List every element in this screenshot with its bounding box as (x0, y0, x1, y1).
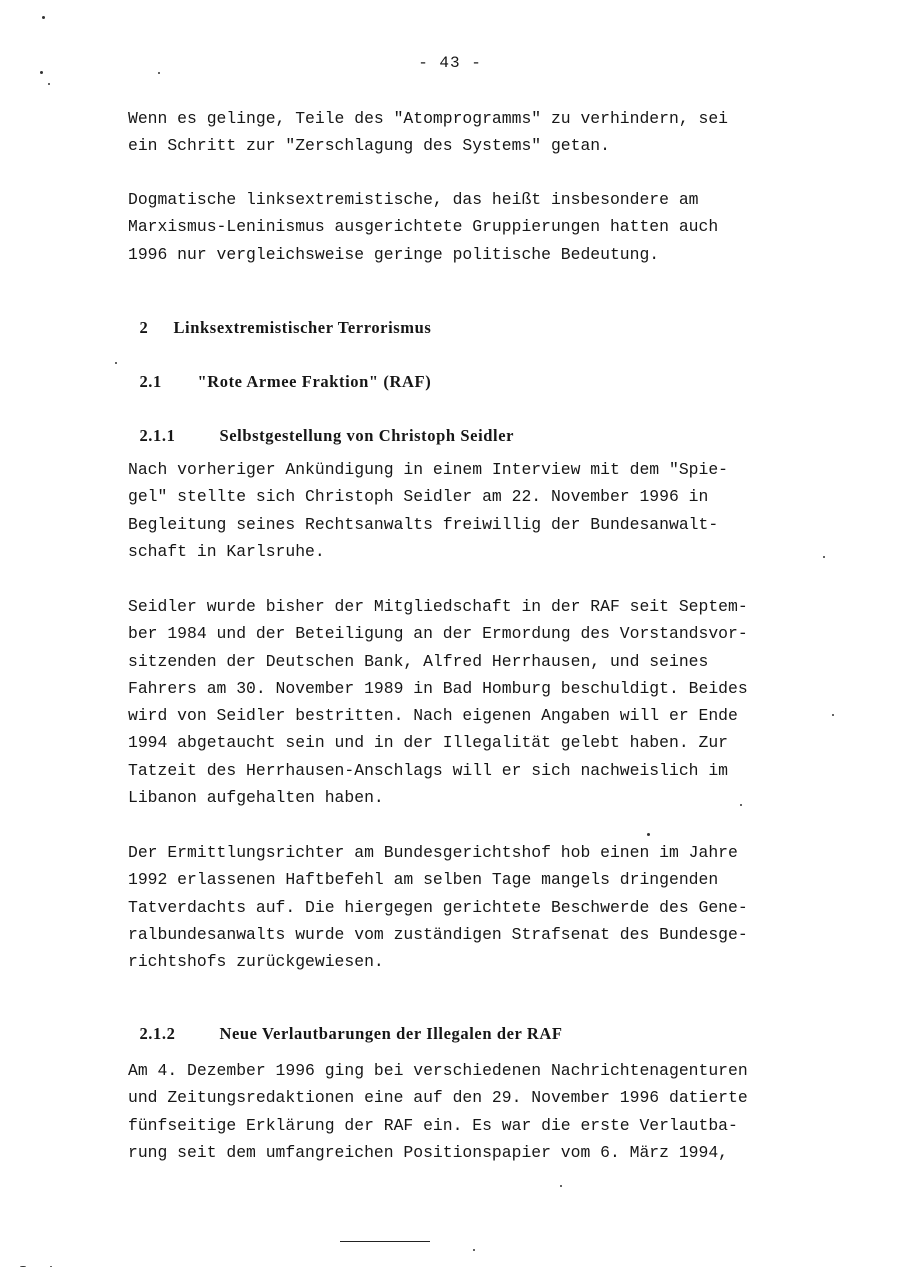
text-line: schaft in Karlsruhe. (128, 541, 325, 561)
text-line: Begleitung seines Rechtsanwalts freiwillig der Bundesanwalt- (128, 514, 719, 534)
text-line: sitzenden der Deutschen Bank, Alfred Herrhausen, und seines (128, 651, 709, 671)
scan-speck (20, 1266, 26, 1267)
scan-speck (647, 833, 650, 836)
scan-speck (823, 556, 825, 558)
text-line: gel" stellte sich Christoph Seidler am 22. November 1996 in (128, 487, 709, 507)
section-number: 2.1.2 (139, 1024, 176, 1043)
text-line: richtshofs zurückgewiesen. (128, 952, 384, 972)
text-line: Marxismus-Leninismus ausgerichtete Gruppierungen hatten auch (128, 217, 719, 237)
scan-speck (740, 804, 742, 806)
text-line: Tatverdachts auf. Die hiergegen gerichtete Beschwerde des Gene- (128, 897, 748, 917)
section-title: Selbstgestellung von Christoph Seidler (219, 426, 515, 445)
text-line: Wenn es gelinge, Teile des "Atomprogramms" zu verhindern, sei (128, 109, 728, 128)
text-line: Am 4. Dezember 1996 ging bei verschiedenen Nachrichtenagenturen (128, 1061, 748, 1080)
paragraph-ankuendigung (128, 456, 840, 565)
text-line: 1994 abgetaucht sein und in der Illegalität gelebt haben. Zur (128, 733, 728, 753)
text-line: Nach vorheriger Ankündigung in einem Interview mit dem "Spie- (128, 460, 728, 479)
paragraph-atomprogramm (128, 105, 840, 160)
paragraph-verlautbarung (128, 1057, 840, 1166)
scan-speck (50, 1266, 52, 1267)
section-heading-2-1-2 (130, 1004, 563, 1044)
text-line: rung seit dem umfangreichen Positionspapier vom 6. März 1994, (128, 1142, 728, 1162)
scan-speck (473, 1249, 475, 1251)
scan-speck (42, 16, 45, 19)
footer-rule (340, 1241, 430, 1242)
text-line: Fahrers am 30. November 1989 in Bad Homburg beschuldigt. Beides (128, 678, 748, 698)
text-line: und Zeitungsredaktionen eine auf den 29. November 1996 datierte (128, 1088, 748, 1108)
section-number: 2 (139, 318, 149, 337)
text-line: Tatzeit des Herrhausen-Anschlags will er sich nachweislich im (128, 760, 728, 780)
section-heading-2-1 (130, 352, 431, 392)
scan-speck (40, 71, 43, 74)
text-line: ber 1984 und der Beteiligung an der Ermordung des Vorstandsvor- (128, 624, 748, 644)
section-title: Neue Verlautbarungen der Illegalen der RAF (219, 1024, 563, 1043)
text-line: Seidler wurde bisher der Mitgliedschaft in der RAF seit Septem- (128, 597, 748, 616)
text-line: fünfseitige Erklärung der RAF ein. Es war die erste Verlautba- (128, 1115, 738, 1135)
text-line: wird von Seidler bestritten. Nach eigenen Angaben will er Ende (128, 706, 738, 726)
scan-speck (48, 83, 50, 85)
section-number: 2.1.1 (139, 426, 176, 445)
text-line: 1996 nur vergleichsweise geringe politische Bedeutung. (128, 244, 660, 264)
section-heading-2 (130, 298, 431, 338)
paragraph-ermittlungsrichter (128, 839, 840, 975)
text-line: Der Ermittlungsrichter am Bundesgerichtshof hob einen im Jahre (128, 843, 738, 862)
scan-speck (832, 714, 834, 716)
scan-speck (560, 1185, 562, 1187)
section-number: 2.1 (139, 372, 162, 391)
text-line: Dogmatische linksextremistische, das heißt insbesondere am (128, 190, 699, 209)
text-line: Libanon aufgehalten haben. (128, 788, 384, 808)
text-line: ein Schritt zur "Zerschlagung des Systems" getan. (128, 136, 610, 156)
section-heading-2-1-1 (130, 406, 514, 446)
section-title: "Rote Armee Fraktion" (RAF) (197, 372, 432, 391)
scan-speck (115, 362, 117, 364)
text-line: 1992 erlassenen Haftbefehl am selben Tage mangels dringenden (128, 870, 719, 890)
paragraph-seidler (128, 593, 840, 811)
section-title: Linksextremistischer Terrorismus (173, 318, 432, 337)
paragraph-dogmatische (128, 186, 840, 268)
text-line: ralbundesanwalts wurde vom zuständigen Strafsenat des Bundesge- (128, 924, 748, 944)
page-number: - 43 - (418, 54, 482, 72)
scan-speck (158, 72, 160, 74)
